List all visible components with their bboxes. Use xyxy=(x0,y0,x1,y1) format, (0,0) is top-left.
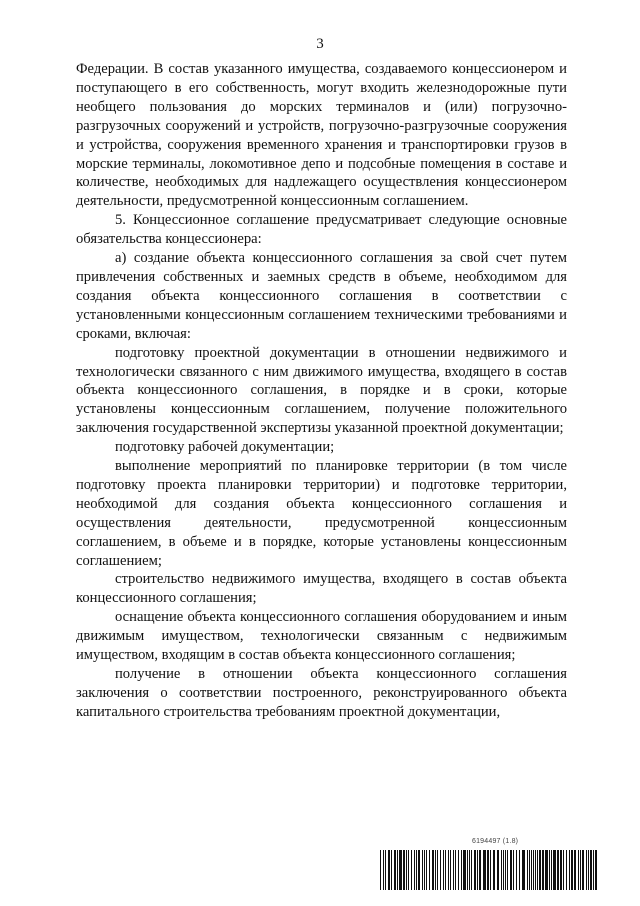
barcode-bar xyxy=(424,850,425,890)
barcode-bar xyxy=(479,850,481,890)
barcode-bar xyxy=(467,850,468,890)
barcode-bar xyxy=(437,850,438,890)
barcode-bar xyxy=(469,850,470,890)
barcode-bar xyxy=(505,850,506,890)
barcode-block xyxy=(380,838,598,893)
barcode-bar xyxy=(527,850,528,890)
paragraph-5: подготовку рабочей документации; xyxy=(115,439,335,456)
barcode-bar xyxy=(483,850,486,890)
barcode-bar xyxy=(553,850,556,890)
barcode-bar xyxy=(397,850,398,890)
barcode-bar xyxy=(416,850,417,890)
barcode-bar xyxy=(503,850,504,890)
barcode-bar xyxy=(569,850,570,890)
paragraph-2: 5. Концессионное соглашение предусматривает следующие основные обязательства концессионера: xyxy=(76,212,567,248)
paragraph-7: строительство недвижимого имущества, входящего в состав объекта концессионного соглашения; xyxy=(76,571,567,607)
barcode-bar xyxy=(549,850,550,890)
barcode-bar xyxy=(557,850,559,890)
paragraph-4: подготовку проектной документации в отношении недвижимого и технологически связанного с ним движимого имущества, входящего в состав объекта концессионного соглашения, в порядке и в сроки, которые установлены концессионным соглашением, получение положительного заключения государственной экспертизы указанной проектной документации; xyxy=(76,344,567,437)
barcode-bar xyxy=(545,850,548,890)
paragraph-6: выполнение мероприятий по планировке территории (в том числе подготовку проекта планировки территории) и подготовке территории, необходимой для создания объекта концессионного соглашения и осуществления деятельности, предусмотренной концессионным соглашением, в объеме и в порядке, которые установлены концессионным соглашением; xyxy=(76,458,567,569)
barcode-bar xyxy=(403,850,405,890)
barcode-bar xyxy=(432,850,434,890)
barcode-bar xyxy=(590,850,592,890)
barcode-bar xyxy=(463,850,466,890)
barcode-bar xyxy=(586,850,587,890)
barcode-bar xyxy=(539,850,541,890)
barcode-bar xyxy=(493,850,495,890)
barcode-bar xyxy=(510,850,512,890)
barcode-bar xyxy=(455,850,456,890)
barcode-bar xyxy=(566,850,567,890)
barcode-bar xyxy=(440,850,441,890)
barcode-bar xyxy=(411,850,412,890)
document-body xyxy=(76,60,567,722)
barcode-bar xyxy=(471,850,472,890)
barcode-bar xyxy=(435,850,436,890)
barcode-bar xyxy=(422,850,423,890)
barcode-bar xyxy=(574,850,576,890)
barcode-bar xyxy=(490,850,491,890)
barcode-bar xyxy=(385,850,386,890)
barcode-bar xyxy=(414,850,415,890)
barcode-bar xyxy=(529,850,530,890)
barcode-bar xyxy=(429,850,430,890)
barcode-bar xyxy=(388,850,390,890)
barcode-bar xyxy=(461,850,462,890)
barcode-bar xyxy=(551,850,552,890)
barcode-code: 6194497 (1.8) xyxy=(472,838,519,845)
barcode-bar xyxy=(593,850,594,890)
barcode-bar xyxy=(580,850,581,890)
barcode-image xyxy=(380,850,598,890)
barcode-bar xyxy=(513,850,514,890)
barcode-bar xyxy=(542,850,544,890)
barcode-bar xyxy=(537,850,538,890)
barcode-bar xyxy=(394,850,396,890)
page-number: 3 xyxy=(316,36,324,52)
barcode-bar xyxy=(399,850,402,890)
barcode-bar xyxy=(450,850,451,890)
barcode-bar xyxy=(380,850,381,890)
barcode-bar xyxy=(426,850,427,890)
barcode-bar xyxy=(458,850,459,890)
barcode-bar xyxy=(501,850,502,890)
barcode-bar xyxy=(560,850,562,890)
barcode-bar xyxy=(507,850,508,890)
paragraph-8: оснащение объекта концессионного соглашения оборудованием и иным движимым имуществом, технологически связанным с недвижимым имуществом, входящим в состав объекта концессионного соглашения; xyxy=(76,609,567,664)
barcode-bar xyxy=(516,850,517,890)
paragraph-3: а) создание объекта концессионного соглашения за свой счет путем привлечения собственных и заемных средств в объеме, необходимом для создания объекта концессионного соглашения в соответствии с установленными концессионным соглашением техническими требованиями и сроками, включая: xyxy=(76,250,567,342)
barcode-bar xyxy=(445,850,446,890)
barcode-bar xyxy=(383,850,384,890)
barcode-bar xyxy=(595,850,597,890)
barcode-bar xyxy=(408,850,409,890)
barcode-bar xyxy=(535,850,536,890)
barcode-bar xyxy=(531,850,532,890)
barcode-bar xyxy=(497,850,499,890)
paragraph-1: Федерации. В состав указанного имущества, создаваемого концессионером и поступающего в его собственность, могут входить железнодорожные пути необщего пользования до морских терминалов и (или) погрузочно-разгрузочных сооружений и устройств, погрузочно-разгрузочные сооружения и устройства, сооружения временного хранения и транспортировки грузов в морские терминалы, локомотивное депо и подсобные помещения в составе и количестве, необходимых для надлежащего осуществления концессионером деятельности, предусмотренной концессионным соглашением. xyxy=(76,61,567,210)
barcode-bar xyxy=(474,850,476,890)
barcode-bar xyxy=(533,850,534,890)
barcode-bar xyxy=(443,850,444,890)
barcode-bar xyxy=(588,850,589,890)
barcode-bar xyxy=(563,850,564,890)
paragraph-9: получение в отношении объекта концессионного соглашения заключения о соответствии построенного, реконструированного объекта капитального строительства требованиям проектной документации, xyxy=(76,666,567,720)
barcode-bar xyxy=(571,850,573,890)
barcode-bar xyxy=(391,850,392,890)
barcode-bar xyxy=(448,850,449,890)
barcode-bar xyxy=(477,850,478,890)
barcode-bar xyxy=(522,850,525,890)
barcode-bar xyxy=(453,850,454,890)
barcode-bar xyxy=(406,850,407,890)
barcode-bar xyxy=(519,850,520,890)
barcode-bar xyxy=(578,850,579,890)
barcode-bar xyxy=(418,850,420,890)
barcode-bar xyxy=(487,850,489,890)
barcode-bar xyxy=(582,850,584,890)
